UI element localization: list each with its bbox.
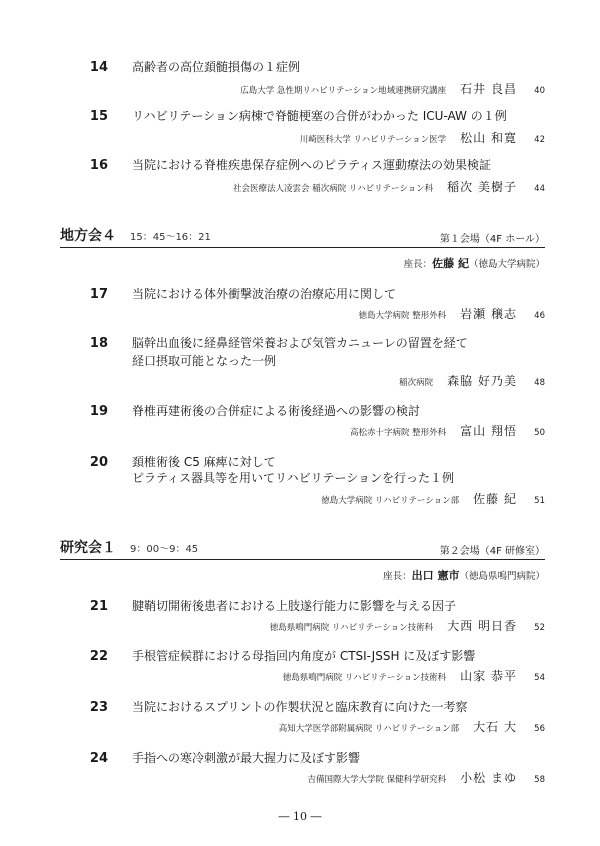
item-number: 20 bbox=[89, 455, 108, 470]
session-time: 9：00～9：45 bbox=[130, 544, 199, 555]
item-meta bbox=[160, 667, 545, 683]
item-affiliation: 徳島県鳴門病院 リハビリテーション技術科 bbox=[282, 673, 447, 683]
item-title: 頚椎術後 C5 麻痺に対して bbox=[132, 455, 276, 469]
item-page: 52 bbox=[534, 623, 545, 633]
item-affiliation: 徳島大学病院 整形外科 bbox=[358, 311, 447, 321]
item-author: 富山 翔悟 bbox=[460, 424, 517, 438]
session-chair bbox=[300, 567, 545, 583]
item-number: 19 bbox=[89, 404, 108, 419]
chair-name: 出口 憲市 bbox=[411, 569, 460, 582]
item-page: 44 bbox=[534, 184, 545, 194]
item-meta bbox=[160, 422, 545, 438]
item-affiliation: 社会医療法人凌雲会 稲次病院 リハビリテーション科 bbox=[233, 184, 434, 194]
item-meta bbox=[160, 490, 545, 506]
item-meta bbox=[160, 129, 545, 145]
item-page: 48 bbox=[534, 378, 545, 388]
session-chair bbox=[300, 255, 545, 271]
session-venue: 第１会場（4F ホール） bbox=[439, 234, 545, 245]
item-meta bbox=[160, 769, 545, 785]
item-affiliation: 高松赤十字病院 整形外科 bbox=[349, 428, 447, 438]
item-number: 16 bbox=[89, 158, 108, 173]
item-author: 大西 明日香 bbox=[447, 619, 517, 633]
item-author: 森脇 好乃美 bbox=[447, 374, 517, 388]
item-title: リハビリテーション病棟で脊髄梗塞の合併がわかった ICU-AW の１例 bbox=[132, 109, 507, 123]
item-meta bbox=[160, 80, 545, 96]
chair-affiliation: （徳島県鳴門病院） bbox=[459, 571, 545, 582]
item-page: 50 bbox=[534, 428, 545, 438]
item-title: 手根管症候群における母指回内角度が CTSI-JSSH に及ぼす影響 bbox=[132, 649, 476, 663]
item-meta bbox=[160, 305, 545, 321]
item-number: 15 bbox=[89, 109, 108, 124]
item-author: 岩瀬 穣志 bbox=[460, 307, 517, 321]
item-affiliation: 徳島大学病院 リハビリテーション部 bbox=[321, 496, 460, 506]
item-author: 山家 恭平 bbox=[460, 669, 517, 683]
session-header bbox=[60, 539, 545, 560]
item-title: 当院における体外衝撃波治療の治療応用に関して bbox=[132, 287, 397, 301]
item-title-line2: 経口摂取可能となった一例 bbox=[132, 354, 277, 368]
item-number: 21 bbox=[89, 599, 108, 614]
item-page: 51 bbox=[534, 496, 545, 506]
item-page: 42 bbox=[534, 135, 545, 145]
item-author: 石井 良昌 bbox=[460, 82, 517, 96]
chair-name: 佐藤 紀 bbox=[432, 257, 469, 270]
item-title-line2: ピラティス器具等を用いてリハビリテーションを行った１例 bbox=[132, 471, 454, 485]
item-affiliation: 吉備国際大学大学院 保健科学研究科 bbox=[307, 775, 447, 785]
session-time: 15：45～16：21 bbox=[130, 232, 211, 243]
item-page: 40 bbox=[534, 86, 545, 96]
item-number: 14 bbox=[89, 60, 108, 75]
item-number: 22 bbox=[89, 649, 108, 664]
item-page: 56 bbox=[534, 724, 545, 734]
item-meta bbox=[160, 617, 545, 633]
session-name: 地方会４ bbox=[60, 228, 116, 244]
page-number: ― 10 ― bbox=[278, 810, 322, 823]
item-affiliation: 徳島県鳴門病院 リハビリテーション技術科 bbox=[269, 623, 434, 633]
item-affiliation: 稲次病院 bbox=[399, 378, 434, 388]
item-author: 稲次 美樹子 bbox=[447, 180, 517, 194]
chair-label: 座長： bbox=[403, 259, 433, 270]
item-page: 46 bbox=[534, 311, 545, 321]
chair-label: 座長： bbox=[383, 571, 412, 582]
item-page: 58 bbox=[534, 775, 545, 785]
item-author: 佐藤 紀 bbox=[473, 492, 517, 506]
item-author: 松山 和寛 bbox=[460, 131, 517, 145]
item-number: 17 bbox=[89, 287, 108, 302]
item-title: 手指への寒冷刺激が最大握力に及ぼす影響 bbox=[132, 751, 361, 765]
item-affiliation: 広島大学 急性期リハビリテーション地域連携研究講座 bbox=[240, 86, 447, 96]
item-title: 脊椎再建術後の合併症による術後経過への影響の検討 bbox=[132, 404, 421, 418]
item-number: 18 bbox=[89, 336, 108, 351]
item-meta bbox=[160, 718, 545, 734]
item-page: 54 bbox=[534, 673, 545, 683]
chair-affiliation: （徳島大学病院） bbox=[468, 259, 545, 270]
item-affiliation: 高知大学医学部附属病院 リハビリテーション部 bbox=[278, 724, 460, 734]
item-number: 24 bbox=[89, 751, 108, 766]
item-meta bbox=[160, 178, 545, 194]
item-author: 小松 まゆ bbox=[460, 771, 517, 785]
item-author: 大石 大 bbox=[473, 720, 517, 734]
item-title: 腱鞘切開術後患者における上肢遂行能力に影響を与える因子 bbox=[132, 599, 457, 613]
session-name: 研究会１ bbox=[60, 540, 116, 556]
item-affiliation: 川崎医科大学 リハビリテーション医学 bbox=[299, 135, 447, 145]
item-title: 高齢者の高位頚髄損傷の１症例 bbox=[132, 60, 301, 74]
item-title: 当院におけるスプリントの作製状況と臨床教育に向けた一考察 bbox=[132, 700, 468, 714]
item-title: 当院における脊椎疾患保存症例へのピラティス運動療法の効果検証 bbox=[132, 158, 492, 172]
session-venue: 第２会場（4F 研修室） bbox=[439, 546, 545, 557]
item-title: 脳幹出血後に経鼻経管栄養および気管カニューレの留置を経て bbox=[132, 336, 468, 350]
session-header bbox=[60, 227, 545, 248]
item-number: 23 bbox=[89, 700, 108, 715]
item-meta bbox=[160, 372, 545, 388]
